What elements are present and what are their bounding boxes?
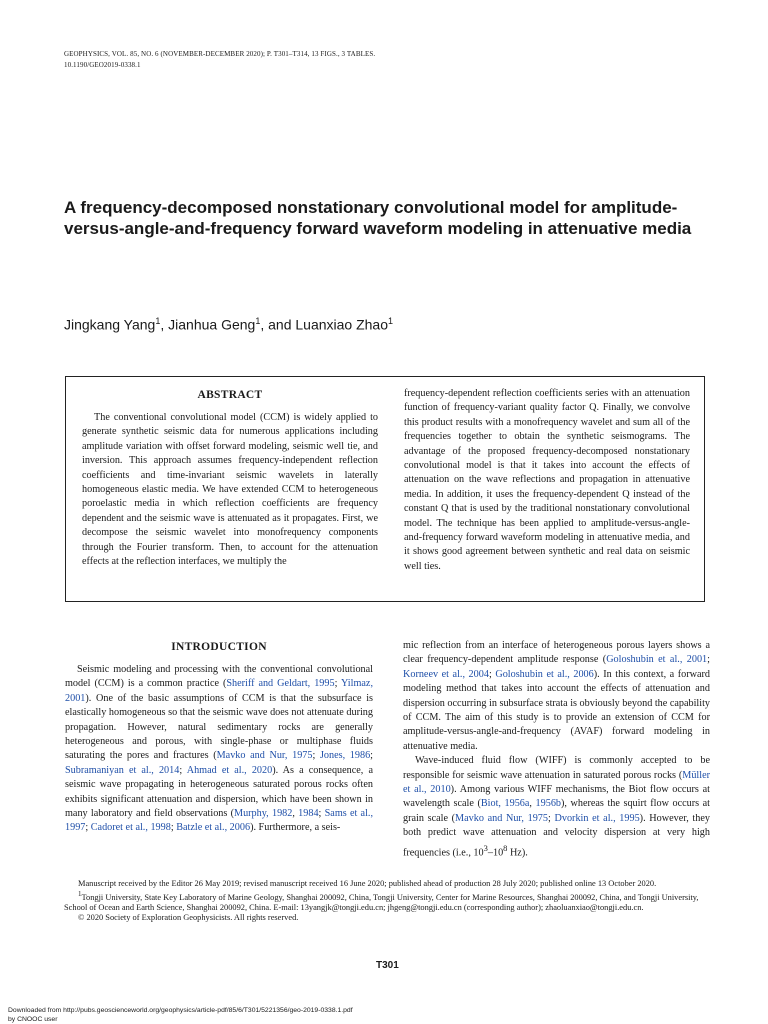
citation-link[interactable]: Korneev et al., 2004 <box>403 668 489 680</box>
citation-link[interactable]: Goloshubin et al., 2006 <box>495 668 594 680</box>
abstract-left-column <box>82 389 378 569</box>
author-name: and Luanxiao Zhao <box>268 316 388 333</box>
author-name: Jingkang Yang <box>64 316 156 333</box>
introduction-paragraph: Wave-induced fluid flow (WIFF) is commonly accepted to be responsible for seismic wave attenuation in saturated porous rocks (Müller et al., 2010). Among various WIFF mechanisms, the Biot flow occurs at wavelength scale (Biot, 1956a, 1956b), whereas the squirt flow occurs at grain scale (Mavko and Nur, 1975; Dvorkin et al., 1995). However, they both predict wave attenuation and velocity dispersion at very high frequencies (i.e., $10^3-10^8$ Hz). <box>403 755 711 859</box>
citation-link[interactable]: Goloshubin et al., 2001 <box>606 654 708 666</box>
introduction-left-column <box>65 641 373 836</box>
abstract-heading: ABSTRACT <box>197 389 263 401</box>
citation-link[interactable]: 1984 <box>298 808 319 820</box>
abstract-text-continued: frequency-dependent reflection coefficients series with an attenuation function of frequency-variant quality factor Q. Finally, we convolve this product results with a monofrequency wavelet and sum all of the frequencies together to obtain the synthetic seismograms. The advantage of the proposed frequency-decomposed nonstationary convolutional model is that it takes into account the effects of attenuation on the wave reflections and propagation in attenuative media. In addition, it uses the frequency-dependent Q instead of the constant Q that is used by the traditional nonstationary convolutional model. The technique has been applied to amplitude-versus-angle-and-frequency forward waveform modeling in attenuative media, and it shows good agreement between synthetic and real data on seismic well ties. <box>404 388 690 572</box>
journal-header <box>64 49 375 71</box>
abstract-text: The conventional convolutional model (CCM) is widely applied to generate synthetic seismic data for numerous applications including amplitude variation with offset forward modeling, seismic well tie, and inversion. This approach assumes frequency-independent reflection coefficients and time-invariant seismic wavelets in laterally homogeneous elastic media. We have extended CCM to heterogeneous poroelastic media in which reflection coefficients are frequency dependent and the seismic wave is attenuated as it propagates. First, we decompose the seismic wavelet into monofrequency components through the Fourier transform. Then, to account for the attenuation effects at the reflection interfaces, we multiply the <box>82 412 378 568</box>
citation-link[interactable]: Cadoret et al., 1998 <box>90 822 171 834</box>
citation-link[interactable]: Murphy, 1982 <box>234 808 293 820</box>
download-notice <box>8 1006 353 1024</box>
affiliation-mark: 1 <box>155 316 161 326</box>
introduction-paragraph: mic reflection from an interface of heterogeneous porous layers shows a clear frequency-dependent amplitude response (Goloshubin et al., 2001; Korneev et al., 2004; Goloshubin et al., 2006). In this context, a forward modeling method that takes into account the effects of attenuation and dispersion occurring in subsurface strata is obviously beyond the capability of CCM. The aim of this study is to provide an extension of CCM for amplitude-versus-angle-and-frequency (AVAF) forward modeling in attenuative media. <box>403 640 710 752</box>
citation-link[interactable]: Sams et al., 1997 <box>65 808 373 834</box>
affiliation-mark: 1 <box>255 316 261 326</box>
received-note: Manuscript received by the Editor 26 May 2019; revised manuscript received 16 June 2020; published ahead of production 28 July 2020; published online 13 October 2020. <box>78 879 657 888</box>
citation-link[interactable]: Sheriff and Geldart, 1995 <box>226 678 335 690</box>
abstract-box <box>65 376 705 602</box>
introduction-paragraph: Seismic modeling and processing with the conventional convolutional model (CCM) is a common practice (Sheriff and Geldart, 1995; Yilmaz, 2001). One of the basic assumptions of CCM is that the subsurface is elastically homogeneous so that the seismic wave does not attenuate during propagation. However, natural sedimentary rocks are generally heterogeneous and porous, with single-phase or multiphase fluids saturating the pores and fractures (Mavko and Nur, 1975; Jones, 1986; Subramaniyan et al., 2014; Ahmad et al., 2020). As a consequence, a seismic wave propagating in heterogeneous saturated porous rocks often exhibits significant attenuation and dispersion, which have been shown in many laboratory and field observations (Murphy, 1982, 1984; Sams et al., 1997; Cadoret et al., 1998; Batzle et al., 2006). Furthermore, a seis- <box>65 664 374 834</box>
affiliation-mark: 1 <box>388 316 394 326</box>
download-source-link[interactable]: Downloaded from http://pubs.geoscienceworld.org/geophysics/article-pdf/85/6/T301/5221356/geo-2019-0338.1.pdf <box>8 1007 353 1014</box>
introduction-heading: INTRODUCTION <box>171 641 267 653</box>
citation-link[interactable]: Mavko and Nur, 1975 <box>455 812 548 824</box>
citation-link[interactable]: Müller et al., 2010 <box>403 769 710 796</box>
introduction-right-column <box>403 639 710 860</box>
author-name: Jianhua Geng <box>168 316 256 333</box>
footnotes <box>64 879 714 924</box>
citation-link[interactable]: Subramaniyan et al., 2014 <box>65 764 180 776</box>
abstract-right-column <box>404 387 690 574</box>
citation-link[interactable]: Ahmad et al., 2020 <box>186 764 273 776</box>
citation-link[interactable]: 1956b <box>535 798 562 810</box>
journal-citation: GEOPHYSICS, VOL. 85, NO. 6 (NOVEMBER-DECEMBER 2020); P. T301–T314, 13 FIGS., 3 TABLES. <box>64 50 376 58</box>
citation-link[interactable]: Dvorkin et al., 1995 <box>554 812 640 824</box>
doi: 10.1190/GEO2019-0338.1 <box>64 61 141 69</box>
citation-link[interactable]: Jones, 1986 <box>319 750 371 762</box>
copyright-note: © 2020 Society of Exploration Geophysicists. All rights reserved. <box>78 913 299 923</box>
citation-link[interactable]: Mavko and Nur, 1975 <box>216 750 313 762</box>
author-list: Jingkang Yang$^1$, Jianhua Geng$^1$, and Luanxiao Zhao$^1$ <box>64 316 394 333</box>
page-number: T301 <box>376 960 399 971</box>
paper-title: A frequency-decomposed nonstationary convolutional model for amplitude-versus-angle-and-frequency forward waveform modeling in attenuative media <box>64 198 692 238</box>
affiliation-note: $^1$Tongji University, State Key Laboratory of Marine Geology, Shanghai 200092, China, Tongji University, Center for Marine Resources, Shanghai 200092, China, and Tongji University, School of Ocean and Earth Science, Shanghai 200092, China. E-mail: 13yangjk@tongji.edu.cn; jhgeng@tongji.edu.cn (corresponding author); zhaoluanxiao@tongji.edu.cn. <box>64 890 699 913</box>
citation-link[interactable]: Biot, 1956a <box>480 798 530 810</box>
citation-link[interactable]: Yilmaz, 2001 <box>65 678 373 704</box>
download-user: by CNOOC user <box>8 1016 58 1023</box>
citation-link[interactable]: Batzle et al., 2006 <box>176 822 251 834</box>
